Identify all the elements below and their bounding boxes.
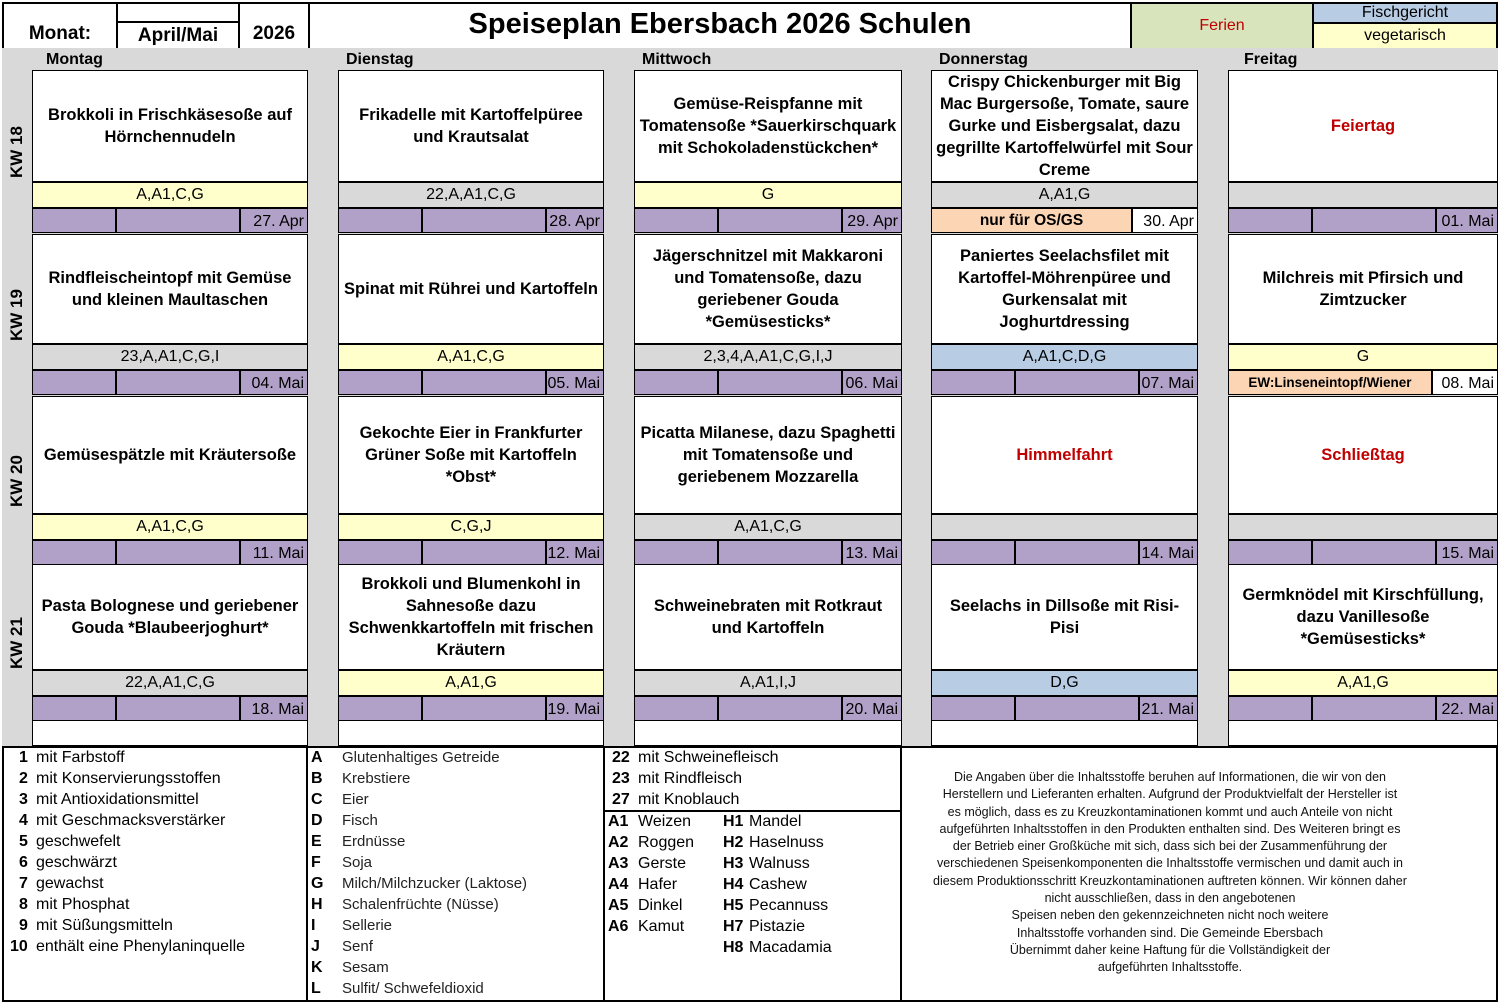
allergen-cell: G <box>1228 344 1498 370</box>
legend-letter-text: Fisch <box>342 812 378 829</box>
meal-cell[interactable]: Spinat mit Rührei und Kartoffeln <box>338 234 604 344</box>
disclaimer-line: Die Angaben über die Inhaltsstoffe beruhen auf Informationen, die wir von den <box>953 770 1386 784</box>
allergen-cell: A,A1,I,J <box>634 670 902 696</box>
date-row-segment <box>1015 540 1139 565</box>
date-row-segment <box>931 696 1015 721</box>
meal-cell[interactable]: Jägerschnitzel mit Makkaroni und Tomatensoße, dazu geriebener Gouda *Gemüsesticks* <box>634 234 902 344</box>
date-cell: 05. Mai <box>546 370 604 395</box>
legend-letter-text: Sesam <box>342 959 389 976</box>
legend-number-code: 4 <box>19 812 28 829</box>
legend-number-text: gewachst <box>36 875 104 892</box>
legend-meat-text: mit Knoblauch <box>638 791 740 808</box>
disclaimer-line: verschiedenen Speisenkomponenten die Inhaltsstoffe vermischen und damit auch in <box>936 856 1404 871</box>
legend-nut-code: H7 <box>723 918 744 935</box>
date-cell: 30. Apr <box>1132 208 1198 233</box>
legend-number-text: geschwärzt <box>36 854 117 871</box>
legend-number-text: mit Phosphat <box>36 896 130 913</box>
legend-letter-code: K <box>311 959 323 976</box>
legend-nut-code: H8 <box>723 939 744 956</box>
meal-cell[interactable]: Rindfleischeintopf mit Gemüse und kleinen Maultaschen <box>32 234 308 344</box>
day-name-2: Mittwoch <box>642 51 712 68</box>
empty-row-cell <box>634 720 902 746</box>
date-row-segment <box>32 370 116 395</box>
date-cell: 14. Mai <box>1139 540 1198 565</box>
date-row-segment <box>718 208 842 233</box>
empty-row-cell <box>1228 720 1498 746</box>
week-label-text: KW 19 <box>7 288 26 341</box>
legend-number-code: 5 <box>19 833 28 850</box>
page-title-text: Speiseplan Ebersbach 2026 Schulen <box>468 8 972 40</box>
legend-grain-code: A6 <box>608 918 629 935</box>
date-cell: 21. Mai <box>1139 696 1198 721</box>
month-value-top <box>116 2 240 23</box>
legend-grain-text: Weizen <box>638 813 692 830</box>
week-label <box>2 70 32 233</box>
meal-cell[interactable]: Schließtag <box>1228 396 1498 514</box>
legend-grain-text: Hafer <box>638 876 678 893</box>
disclaimer-line: es möglich, dass es zu Kreuzkontaminationen kommt und auch Anteile von nicht <box>947 804 1393 819</box>
date-cell: 18. Mai <box>240 696 308 721</box>
date-row-segment <box>422 208 546 233</box>
legend-nut-code: H2 <box>723 834 744 851</box>
legend-letter-code: E <box>311 833 322 850</box>
date-row-segment <box>422 696 546 721</box>
legend-grain-code: A4 <box>608 876 629 893</box>
day-name-0: Montag <box>46 51 103 68</box>
date-row-segment <box>718 540 842 565</box>
allergen-cell <box>1228 182 1498 208</box>
disclaimer-line: Speisen neben den gekennzeichneten nicht noch weitere <box>1011 908 1329 923</box>
legend-letter-code: B <box>311 770 323 787</box>
week-label <box>2 564 32 721</box>
meal-cell[interactable]: Crispy Chickenburger mit Big Mac Burgersoße, Tomate, saure Gurke und Eisbergsalat, dazu gegrillte Kartoffelwürfel mit Sour Creme <box>931 70 1198 182</box>
date-row-segment <box>116 540 240 565</box>
date-row-segment <box>338 540 422 565</box>
legend-nut-text: Pistazie <box>749 918 806 935</box>
legend-nut-text: Pecannuss <box>749 897 829 914</box>
disclaimer-line: Übernimmt daher keine Haftung für die Vollständigkeit der <box>1009 942 1331 957</box>
legend-letter-code: D <box>311 812 323 829</box>
date-cell: 13. Mai <box>842 540 902 565</box>
legend-nut-text: Macadamia <box>749 939 832 956</box>
legend-letter-text: Schalenfrüchte (Nüsse) <box>342 896 499 913</box>
legend-number-text: geschwefelt <box>36 833 121 850</box>
disclaimer-line: diesem Produktionsschritt Kreuzkontaminationen auftreten können. Wir können daher <box>933 873 1407 888</box>
date-row-segment <box>634 208 718 233</box>
legend-letter-code: J <box>311 938 320 955</box>
disclaimer-line: aufgeführten Inhaltsstoffen in den Produkten enthalten sind. Des Weiteren bringt es <box>939 821 1401 836</box>
week-label-text: KW 20 <box>7 454 26 507</box>
date-row-segment <box>718 696 842 721</box>
date-cell: 20. Mai <box>842 696 902 721</box>
meal-cell[interactable]: Frikadelle mit Kartoffelpüree und Krautsalat <box>338 70 604 182</box>
date-cell: 29. Apr <box>842 208 902 233</box>
date-row-segment <box>116 696 240 721</box>
legend-nut-text: Cashew <box>749 876 807 893</box>
meal-cell[interactable]: Paniertes Seelachsfilet mit Kartoffel-Möhrenpüree und Gurkensalat mit Joghurtdressing <box>931 234 1198 344</box>
legend-number-code: 7 <box>19 875 28 892</box>
day-name-4: Freitag <box>1244 51 1298 68</box>
legend-letter-text: Senf <box>342 938 373 955</box>
legend-letter-text: Eier <box>342 791 369 808</box>
meal-cell[interactable]: Gemüsespätzle mit Kräutersoße <box>32 396 308 514</box>
note-badge: EW:Linseneintopf/Wiener <box>1228 370 1432 395</box>
meal-cell[interactable]: Schweinebraten mit Rotkraut und Kartoffeln <box>634 564 902 670</box>
day-name-3: Donnerstag <box>939 51 1028 68</box>
legend-number-text: mit Konservierungsstoffen <box>36 770 221 787</box>
legend-divider-1 <box>306 746 308 1002</box>
allergen-cell: 23,A,A1,C,G,I <box>32 344 308 370</box>
month-label-text: Monat: <box>28 23 92 44</box>
date-cell: 06. Mai <box>842 370 902 395</box>
week-label-text: KW 18 <box>7 125 26 178</box>
empty-row-cell <box>931 720 1198 746</box>
legend-grain-text: Dinkel <box>638 897 683 914</box>
legend-grain-code: A2 <box>608 834 629 851</box>
legend-letter-code: H <box>311 896 323 913</box>
year-text: 2026 <box>252 23 296 44</box>
legend-grain-text: Roggen <box>638 834 695 851</box>
meal-cell[interactable]: Pasta Bolognese und geriebener Gouda *Blaubeerjoghurt* <box>32 564 308 670</box>
date-row-segment <box>634 696 718 721</box>
disclaimer-line: Herstellern und Lieferanten erhalten. Aufgrund der Produktvielfalt der Hersteller ist <box>942 787 1398 802</box>
date-row-segment <box>116 208 240 233</box>
legend-grain-code: A3 <box>608 855 629 872</box>
date-row-segment <box>1015 696 1139 721</box>
legend-letter-text: Milch/Milchzucker (Laktose) <box>342 875 528 892</box>
date-row-segment <box>1228 540 1312 565</box>
legend-fisch-text: Fischgericht <box>1361 4 1449 21</box>
allergen-cell: A,A1,C,G <box>634 514 902 540</box>
date-row-segment <box>338 696 422 721</box>
page-title <box>308 2 1132 50</box>
allergen-cell: A,A1,G <box>1228 670 1498 696</box>
allergen-cell: A,A1,C,G <box>338 344 604 370</box>
date-row-segment <box>634 370 718 395</box>
note-badge: nur für OS/GS <box>931 208 1132 233</box>
meal-cell[interactable]: Picatta Milanese, dazu Spaghetti mit Tomatensoße und geriebenem Mozzarella <box>634 396 902 514</box>
date-cell: 15. Mai <box>1436 540 1498 565</box>
date-row-segment <box>1312 696 1436 721</box>
disclaimer-line: aufgeführten Inhaltsstoffe. <box>1097 960 1243 975</box>
date-row-segment <box>1015 370 1139 395</box>
legend-meat-code: 27 <box>612 791 630 808</box>
legend-grain-text: Gerste <box>638 855 687 872</box>
date-row-segment <box>634 540 718 565</box>
legend-veg <box>1312 22 1498 50</box>
date-cell: 19. Mai <box>546 696 604 721</box>
meal-cell[interactable]: Gekochte Eier in Frankfurter Grüner Soße mit Kartoffeln *Obst* <box>338 396 604 514</box>
legend-letter-code: L <box>311 980 321 997</box>
legend-letter-code: F <box>311 854 321 871</box>
disclaimer <box>902 769 1498 977</box>
legend-veg-text: vegetarisch <box>1364 27 1446 44</box>
allergen-cell: G <box>634 182 902 208</box>
week-label-text: KW 21 <box>7 616 26 669</box>
legend-nut-code: H3 <box>723 855 744 872</box>
empty-row-cell <box>338 720 604 746</box>
date-cell: 22. Mai <box>1436 696 1498 721</box>
legend-nut-code: H4 <box>723 876 744 893</box>
meal-cell[interactable]: Himmelfahrt <box>931 396 1198 514</box>
date-row-segment <box>32 208 116 233</box>
legend-number-code: 10 <box>10 938 28 955</box>
legend-grain-code: A5 <box>608 897 629 914</box>
week-label <box>2 234 32 395</box>
date-row-segment <box>338 208 422 233</box>
allergen-cell: D,G <box>931 670 1198 696</box>
legend-number-text: enthält eine Phenylaninquelle <box>36 938 246 955</box>
legend-letter-text: Erdnüsse <box>342 833 406 850</box>
legend-ferien <box>1130 2 1314 50</box>
date-row-segment <box>422 540 546 565</box>
date-cell: 12. Mai <box>546 540 604 565</box>
date-row-segment <box>338 370 422 395</box>
month-label <box>2 2 118 50</box>
date-cell: 08. Mai <box>1432 370 1498 395</box>
legend-meat-code: 22 <box>612 749 630 766</box>
allergen-cell: A,A1,G <box>931 182 1198 208</box>
date-row-segment <box>718 370 842 395</box>
month-value <box>116 21 240 50</box>
legend-letter-code: G <box>311 875 324 892</box>
date-cell: 01. Mai <box>1436 208 1498 233</box>
legend-fisch <box>1312 2 1498 24</box>
meal-cell[interactable]: Brokkoli in Frischkäsesoße auf Hörnchennudeln <box>32 70 308 182</box>
disclaimer-line: der Betrieb einer Großküche mit sich, dass sich bei der Zusammenführung der <box>952 839 1388 854</box>
date-cell: 28. Apr <box>546 208 604 233</box>
month-value-text: April/Mai <box>137 24 219 46</box>
allergen-cell: A,A1,C,D,G <box>931 344 1198 370</box>
legend-nut-code: H1 <box>723 813 744 830</box>
date-row-segment <box>1228 208 1312 233</box>
legend-nut-text: Mandel <box>749 813 802 830</box>
meal-cell[interactable]: Feiertag <box>1228 70 1498 182</box>
legend-ferien-text: Ferien <box>1199 17 1245 34</box>
meal-cell[interactable]: Milchreis mit Pfirsich und Zimtzucker <box>1228 234 1498 344</box>
legend-nut-text: Walnuss <box>749 855 810 872</box>
legend-number-code: 1 <box>19 749 28 766</box>
allergen-cell: 2,3,4,A,A1,C,G,I,J <box>634 344 902 370</box>
legend-letter-code: I <box>311 917 316 934</box>
date-row-segment <box>1312 540 1436 565</box>
year-cell <box>238 2 310 50</box>
date-row-segment <box>422 370 546 395</box>
legend-number-text: mit Farbstoff <box>36 749 125 766</box>
legend-letter-text: Glutenhaltiges Getreide <box>342 749 500 766</box>
legend-letter-code: A <box>311 749 323 766</box>
legend-letter-text: Sulfit/ Schwefeldioxid <box>342 980 484 997</box>
week-label <box>2 396 32 565</box>
date-row-segment <box>1228 696 1312 721</box>
meal-cell[interactable]: Germknödel mit Kirschfüllung, dazu Vanillesoße *Gemüsesticks* <box>1228 564 1498 670</box>
legend-number-code: 3 <box>19 791 28 808</box>
date-row-segment <box>116 370 240 395</box>
date-row-segment <box>931 540 1015 565</box>
day-name-1: Dienstag <box>346 51 414 68</box>
meal-cell[interactable]: Brokkoli und Blumenkohl in Sahnesoße dazu Schwenkkartoffeln mit frischen Kräutern <box>338 564 604 670</box>
legend-nut-text: Haselnuss <box>749 834 824 851</box>
date-row-segment <box>32 696 116 721</box>
date-cell: 11. Mai <box>240 540 308 565</box>
meal-cell[interactable]: Seelachs in Dillsoße mit Risi-Pisi <box>931 564 1198 670</box>
allergen-cell <box>1228 514 1498 540</box>
allergen-cell: A,A1,C,G <box>32 514 308 540</box>
legend-number-text: mit Antioxidationsmittel <box>36 791 199 808</box>
legend-number-text: mit Geschmacksverstärker <box>36 812 226 829</box>
legend-meat-text: mit Schweinefleisch <box>638 749 779 766</box>
legend-number-code: 2 <box>19 770 28 787</box>
legend-number-text: mit Süßungsmitteln <box>36 917 173 934</box>
legend-grain-text: Kamut <box>638 918 685 935</box>
legend-letter-text: Krebstiere <box>342 770 411 787</box>
meal-cell[interactable]: Gemüse-Reispfanne mit Tomatensoße *Sauerkirschquark mit Schokoladenstückchen* <box>634 70 902 182</box>
disclaimer-line: Inhaltsstoffe vorhanden sind. Die Gemeinde Ebersbach <box>1016 925 1324 940</box>
date-row-segment <box>1312 208 1436 233</box>
legend-nut-code: H5 <box>723 897 744 914</box>
date-row-segment <box>32 540 116 565</box>
legend-letter-code: C <box>311 791 323 808</box>
date-row-segment <box>931 370 1015 395</box>
legend-meat-code: 23 <box>612 770 630 787</box>
legend-divider-4 <box>603 810 902 812</box>
legend-number-code: 9 <box>19 917 28 934</box>
allergen-cell: C,G,J <box>338 514 604 540</box>
allergen-cell: A,A1,G <box>338 670 604 696</box>
date-cell: 27. Apr <box>240 208 308 233</box>
legend-number-code: 8 <box>19 896 28 913</box>
allergen-cell <box>931 514 1198 540</box>
date-cell: 07. Mai <box>1139 370 1198 395</box>
allergen-cell: 22,A,A1,C,G <box>32 670 308 696</box>
allergen-cell: A,A1,C,G <box>32 182 308 208</box>
legend-letter-text: Soja <box>342 854 373 871</box>
legend-letter-text: Sellerie <box>342 917 393 934</box>
allergen-cell: 22,A,A1,C,G <box>338 182 604 208</box>
legend-meat-text: mit Rindfleisch <box>638 770 743 787</box>
empty-row-cell <box>32 720 308 746</box>
legend-divider-2 <box>603 746 605 1002</box>
disclaimer-line: nicht ausschließen, dass in den angebotenen <box>1044 891 1296 906</box>
date-cell: 04. Mai <box>240 370 308 395</box>
legend-number-code: 6 <box>19 854 28 871</box>
legend-grain-code: A1 <box>608 813 629 830</box>
